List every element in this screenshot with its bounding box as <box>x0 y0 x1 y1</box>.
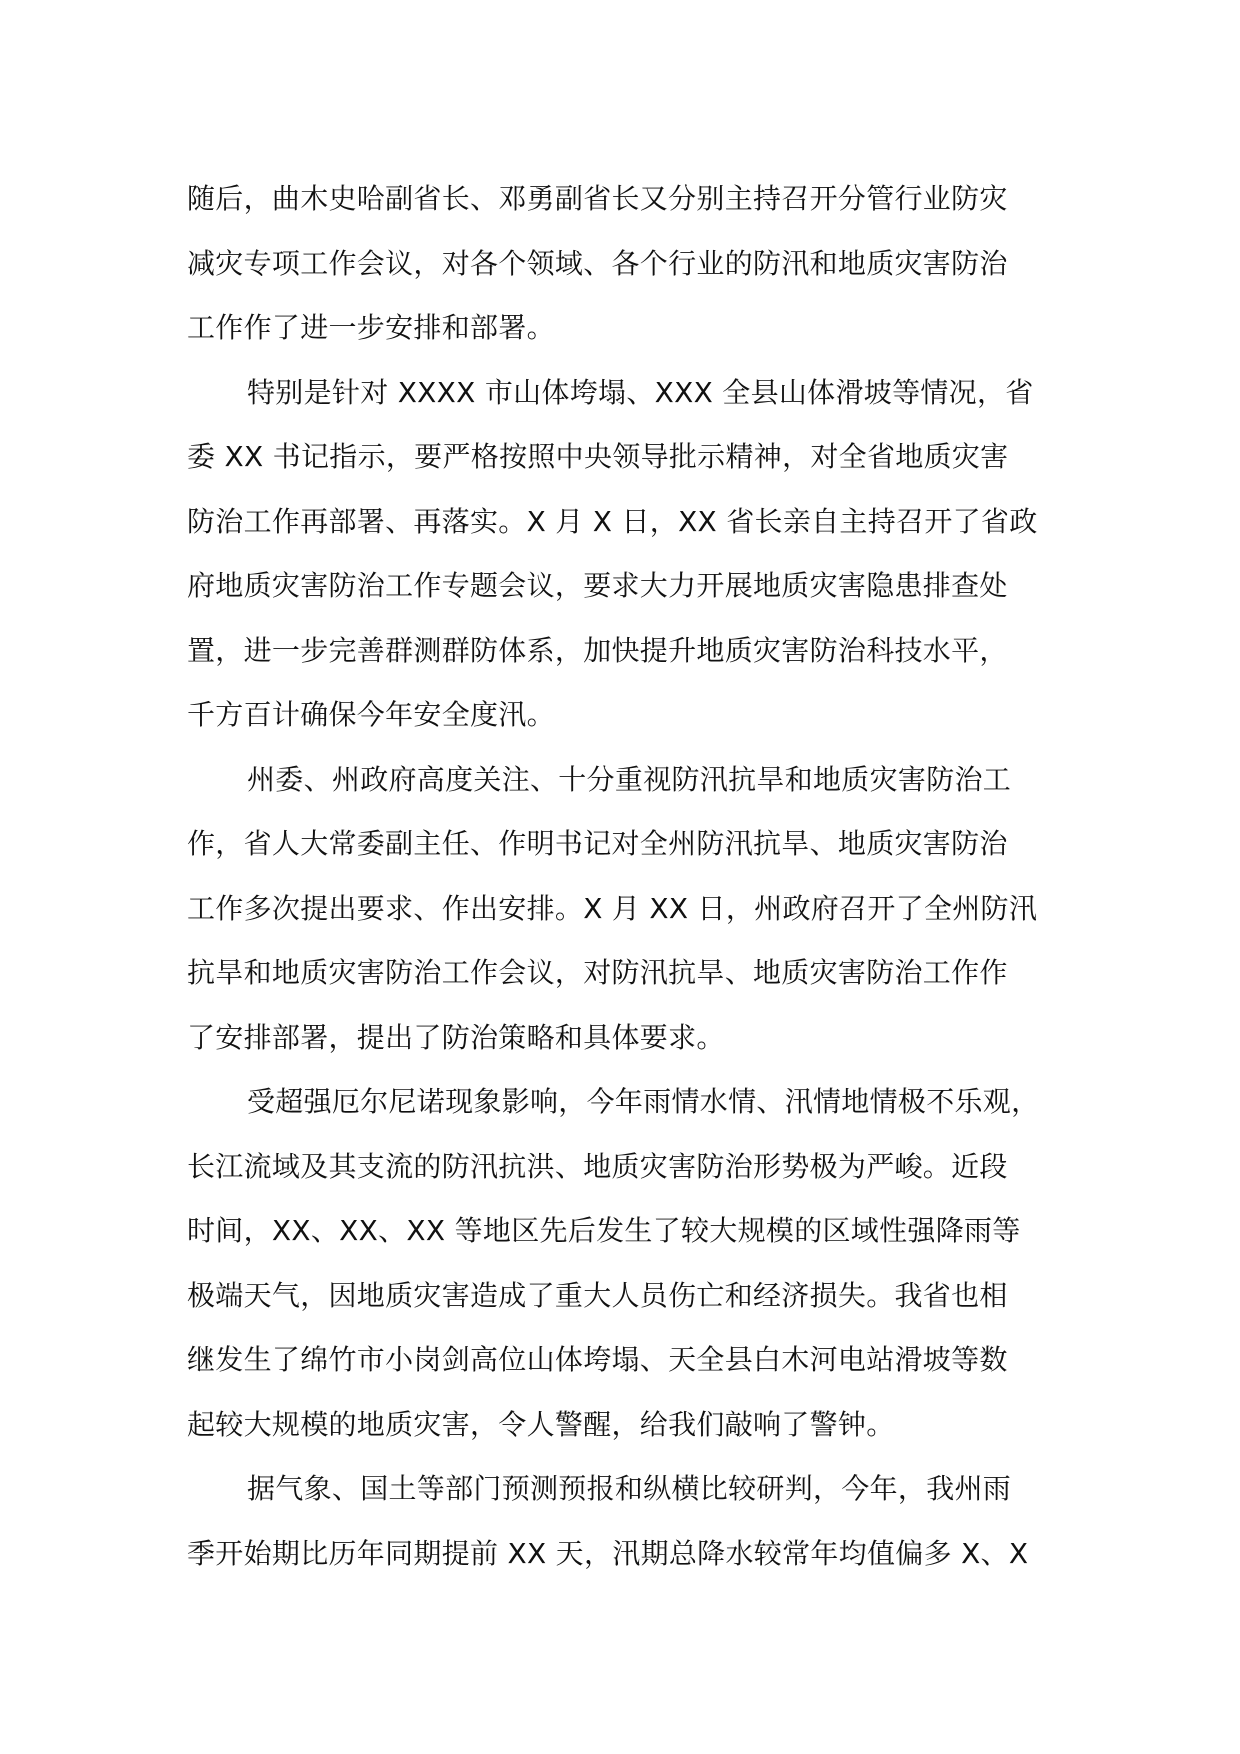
text-line: 州委、州政府高度关注、十分重视防汛抗旱和地质灾害防治工 <box>247 762 1012 796</box>
text-line: 作，省人大常委副主任、作明书记对全州防汛抗旱、地质灾害防治 <box>187 827 1008 860</box>
text-line: 受超强厄尔尼诺现象影响，今年雨情水情、汛情地情极不乐观， <box>247 1085 1040 1118</box>
text-line: 工作多次提出要求、作出安排。X 月 XX 日，州政府召开了全州防汛 <box>187 891 1038 925</box>
text-line: 工作作了进一步安排和部署。 <box>187 311 555 344</box>
text-line: 置，进一步完善群测群防体系，加快提升地质灾害防治科技水平， <box>187 633 1008 667</box>
text-line: 了安排部署，提出了防治策略和具体要求。 <box>187 1020 725 1054</box>
text-line: 极端天气，因地质灾害造成了重大人员伤亡和经济损失。我省也相 <box>187 1278 1008 1312</box>
text-line: 起较大规模的地质灾害，令人警醒，给我们敲响了警钟。 <box>187 1407 895 1441</box>
paragraph-5 <box>187 1457 1077 1586</box>
text-line: 时间，XX、XX、XX 等地区先后发生了较大规模的区域性强降雨等 <box>187 1214 1021 1247</box>
paragraph-1 <box>187 167 1077 361</box>
text-line: 据气象、国土等部门预测预报和纵横比较研判，今年，我州雨 <box>247 1472 1012 1505</box>
document-body <box>187 167 1077 1586</box>
text-line: 继发生了绵竹市小岗剑高位山体垮塌、天全县白木河电站滑坡等数 <box>187 1343 1008 1376</box>
text-line: 抗旱和地质灾害防治工作会议，对防汛抗旱、地质灾害防治工作作 <box>187 956 1008 989</box>
text-line: 长江流域及其支流的防汛抗洪、地质灾害防治形势极为严峻。近段 <box>187 1149 1008 1183</box>
text-line: 随后，曲木史哈副省长、邓勇副省长又分别主持召开分管行业防灾 <box>187 182 1008 215</box>
text-line: 委 XX 书记指示，要严格按照中央领导批示精神，对全省地质灾害 <box>187 440 1009 473</box>
text-line: 防治工作再部署、再落实。X 月 X 日，XX 省长亲自主持召开了省政 <box>187 504 1038 538</box>
paragraph-3 <box>187 748 1077 1071</box>
text-line: 季开始期比历年同期提前 XX 天，汛期总降水较常年均值偏多 X、X <box>187 1536 1029 1570</box>
text-line: 千方百计确保今年安全度汛。 <box>187 698 555 731</box>
paragraph-4 <box>187 1070 1077 1457</box>
text-line: 特别是针对 XXXX 市山体垮塌、XXX 全县山体滑坡等情况，省 <box>247 375 1034 409</box>
paragraph-2 <box>187 361 1077 748</box>
text-line: 减灾专项工作会议，对各个领域、各个行业的防汛和地质灾害防治 <box>187 246 1008 280</box>
text-line: 府地质灾害防治工作专题会议，要求大力开展地质灾害隐患排查处 <box>187 569 1008 602</box>
